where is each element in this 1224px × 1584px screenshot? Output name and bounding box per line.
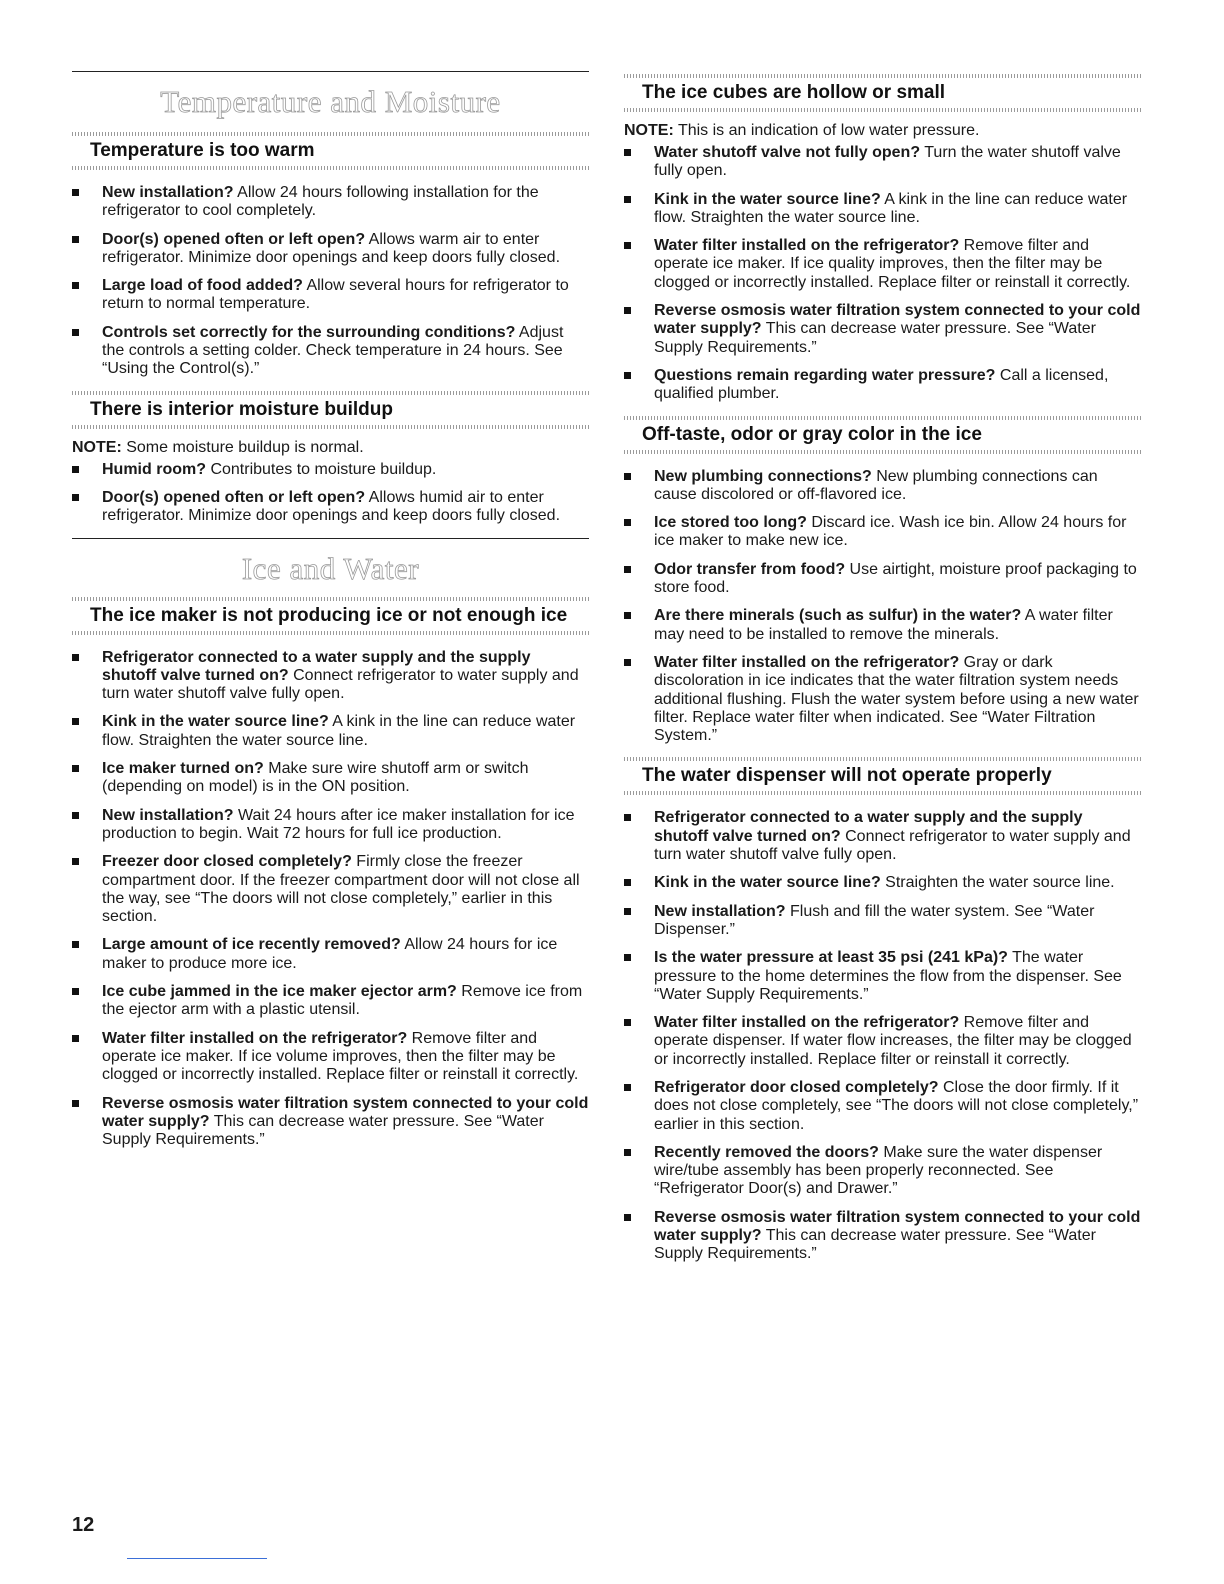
list-item xyxy=(72,853,589,926)
bullet-icon xyxy=(624,1019,631,1026)
item-question: Are there minerals (such as sulfur) in the water? xyxy=(654,607,1022,625)
item-question: Water filter installed on the refrigerator? xyxy=(654,1014,960,1032)
item-answer: Remove filter and operate dispenser. If water flow increases, the filter may be clogged or incorrectly installed. Replace filter or reinstall it correctly. xyxy=(654,1014,1132,1068)
bullet-icon xyxy=(72,718,79,725)
bullet-icon xyxy=(72,466,79,473)
item-question: Water filter installed on the refrigerator? xyxy=(654,653,960,671)
item-answer: This can decrease water pressure. See “Water Supply Requirements.” xyxy=(102,1112,544,1149)
item-question: Reverse osmosis water filtration system connected to your cold water supply? xyxy=(654,1208,1141,1245)
item-question: Ice maker turned on? xyxy=(102,760,264,778)
item-answer: New plumbing connections can cause discolored or off-flavored ice. xyxy=(654,467,1098,503)
item-question: Water filter installed on the refrigerator? xyxy=(654,237,960,255)
item-question: New installation? xyxy=(102,184,234,201)
footer-rule xyxy=(127,1558,267,1559)
item-answer: Flush and fill the water system. See “Water Dispenser.” xyxy=(654,902,1095,938)
note-label: NOTE: xyxy=(624,122,674,139)
bullet-icon xyxy=(72,282,79,289)
item-answer: Wait 24 hours after ice maker installation for ice production to begin. Wait 72 hours for full ice production. xyxy=(102,806,575,842)
right-column xyxy=(624,74,1141,1274)
bullet-icon xyxy=(624,879,631,886)
list-item xyxy=(624,514,1141,551)
item-answer: Allow several hours for refrigerator to return to normal temperature. xyxy=(102,277,569,313)
item-list xyxy=(72,461,589,526)
item-answer: Connect refrigerator to water supply and turn water shutoff valve fully open. xyxy=(654,827,1131,864)
list-item xyxy=(624,1079,1141,1134)
hatch-divider xyxy=(624,108,1141,112)
list-item xyxy=(72,231,589,268)
item-question: New plumbing connections? xyxy=(654,467,872,485)
list-item xyxy=(72,936,589,973)
list-item xyxy=(624,468,1141,505)
item-answer: Adjust the controls a setting colder. Check temperature in 24 hours. See “Using the Control(s).” xyxy=(102,323,564,378)
bullet-icon xyxy=(624,242,631,249)
item-answer: Contributes to moisture buildup. xyxy=(206,460,437,478)
list-item xyxy=(72,760,589,797)
item-answer: Allow 24 hours for ice maker to produce more ice. xyxy=(102,936,558,972)
section-temperature-moisture xyxy=(72,71,589,120)
note xyxy=(72,439,589,457)
list-item xyxy=(624,367,1141,404)
bullet-icon xyxy=(624,1149,631,1156)
subsection-title: The water dispenser will not operate properly xyxy=(642,765,1052,787)
item-answer: Remove filter and operate ice maker. If ice volume improves, then the filter may be clogged or incorrectly installed. Replace filter or reinstall it correctly. xyxy=(102,1029,579,1084)
item-answer: Use airtight, moisture proof packaging to store food. xyxy=(654,560,1137,597)
item-list xyxy=(624,144,1141,404)
list-item xyxy=(72,983,589,1020)
bullet-icon xyxy=(624,659,631,666)
list-item xyxy=(72,713,589,750)
bullet-icon xyxy=(72,988,79,995)
item-question: Is the water pressure at least 35 psi (241 kPa)? xyxy=(654,949,1008,967)
bullet-icon xyxy=(624,473,631,480)
item-question: Controls set correctly for the surrounding conditions? xyxy=(102,323,516,341)
item-question: Kink in the water source line? xyxy=(654,874,881,892)
left-column xyxy=(72,71,589,1159)
bullet-icon xyxy=(624,1084,631,1091)
item-answer: Connect refrigerator to water supply and turn water shutoff valve fully open. xyxy=(102,666,579,703)
note-label: NOTE: xyxy=(72,438,122,456)
item-answer: Turn the water shutoff valve fully open. xyxy=(654,144,1121,180)
list-item xyxy=(624,607,1141,644)
bullet-icon xyxy=(624,908,631,915)
item-answer: Make sure wire shutoff arm or switch (depending on model) is in the ON position. xyxy=(102,760,529,796)
list-item xyxy=(624,1144,1141,1199)
item-question: Questions remain regarding water pressure? xyxy=(654,366,996,384)
item-question: Water shutoff valve not fully open? xyxy=(654,144,921,161)
hatch-divider xyxy=(624,450,1141,454)
bullet-icon xyxy=(624,149,631,156)
bullet-icon xyxy=(72,236,79,243)
bullet-icon xyxy=(624,612,631,619)
item-question: Refrigerator connected to a water supply and the supply shutoff valve turned on? xyxy=(654,809,1083,845)
bullet-icon xyxy=(72,1100,79,1107)
list-item xyxy=(624,561,1141,598)
list-item xyxy=(72,277,589,314)
item-question: Reverse osmosis water filtration system connected to your cold water supply? xyxy=(654,302,1141,338)
bullet-icon xyxy=(72,858,79,865)
list-item xyxy=(624,949,1141,1004)
item-question: Odor transfer from food? xyxy=(654,560,846,578)
bullet-icon xyxy=(72,765,79,772)
list-item xyxy=(624,654,1141,745)
bullet-icon xyxy=(72,329,79,336)
hatch-divider xyxy=(624,791,1141,795)
item-question: Kink in the water source line? xyxy=(102,713,329,731)
item-answer: Firmly close the freezer compartment door. If the freezer compartment door will not close all the way, see “The doors will not close completely,” earlier in this section. xyxy=(102,853,580,926)
item-answer: Remove ice from the ejector arm with a plastic utensil. xyxy=(102,983,583,1019)
list-item xyxy=(624,1209,1141,1264)
subsection-title: The ice maker is not producing ice or not enough ice xyxy=(90,604,568,626)
bullet-icon xyxy=(72,941,79,948)
subsection-title: There is interior moisture buildup xyxy=(90,398,393,420)
subsection-title: Temperature is too warm xyxy=(90,140,315,161)
list-item xyxy=(624,144,1141,181)
bullet-icon xyxy=(624,566,631,573)
item-question: Reverse osmosis water filtration system connected to your cold water supply? xyxy=(102,1094,589,1130)
section-title: Ice and Water xyxy=(241,550,420,586)
subsection-title: Off-taste, odor or gray color in the ice xyxy=(642,423,982,445)
list-item xyxy=(624,1014,1141,1069)
item-question: Refrigerator connected to a water supply and the supply shutoff valve turned on? xyxy=(102,648,531,684)
item-list xyxy=(72,184,589,379)
list-item xyxy=(72,184,589,221)
item-question: Freezer door closed completely? xyxy=(102,853,352,871)
section-ice-water xyxy=(72,538,589,587)
item-answer: Remove filter and operate ice maker. If ice quality improves, then the filter may be clogged or incorrectly installed. Replace filter or reinstall it correctly. xyxy=(654,237,1131,291)
item-answer: This can decrease water pressure. See “Water Supply Requirements.” xyxy=(654,1227,1096,1263)
item-question: Kink in the water source line? xyxy=(654,190,881,208)
item-question: Humid room? xyxy=(102,460,206,478)
note xyxy=(624,122,1141,140)
item-question: Recently removed the doors? xyxy=(654,1143,879,1161)
bullet-icon xyxy=(624,307,631,314)
list-item xyxy=(72,1095,589,1150)
item-answer: This can decrease water pressure. See “Water Supply Requirements.” xyxy=(654,320,1096,356)
item-answer: Allows humid air to enter refrigerator. Minimize door openings and keep doors fully closed. xyxy=(102,488,561,525)
item-answer: Gray or dark discoloration in ice indicates that the water filtration system needs additional flushing. Flush the water system before using a new water filter. Replace water filter when indicated. See “Water Filtration System.” xyxy=(654,653,1139,745)
item-question: Refrigerator door closed completely? xyxy=(654,1078,939,1096)
item-answer: Allow 24 hours following installation for the refrigerator to cool completely. xyxy=(102,184,539,220)
item-list xyxy=(72,649,589,1150)
bullet-icon xyxy=(72,812,79,819)
list-item xyxy=(72,649,589,704)
item-question: New installation? xyxy=(102,806,234,824)
item-question: Door(s) opened often or left open? xyxy=(102,230,366,248)
item-answer: A water filter may need to be installed to remove the minerals. xyxy=(654,607,1113,643)
item-question: Ice cube jammed in the ice maker ejector arm? xyxy=(102,983,457,1001)
item-answer: Close the door firmly. If it does not close completely, see “The doors will not close completely,” earlier in this section. xyxy=(654,1078,1139,1133)
bullet-icon xyxy=(72,1035,79,1042)
item-answer: Make sure the water dispenser wire/tube assembly has been properly reconnected. See “Refrigerator Door(s) and Drawer.” xyxy=(654,1143,1103,1198)
list-item xyxy=(72,807,589,844)
bullet-icon xyxy=(72,494,79,501)
item-list xyxy=(624,809,1141,1263)
note-text: Some moisture buildup is normal. xyxy=(121,438,364,456)
bullet-icon xyxy=(624,519,631,526)
list-item xyxy=(624,302,1141,357)
list-item xyxy=(72,324,589,379)
bullet-icon xyxy=(624,954,631,961)
list-item xyxy=(72,489,589,526)
note-text: This is an indication of low water pressure. xyxy=(673,122,980,139)
hatch-divider xyxy=(72,425,589,429)
item-question: Large load of food added? xyxy=(102,277,303,295)
item-answer: Allows warm air to enter refrigerator. Minimize door openings and keep doors fully closed. xyxy=(102,230,561,266)
item-list xyxy=(624,468,1141,746)
list-item xyxy=(624,809,1141,864)
item-question: Door(s) opened often or left open? xyxy=(102,488,366,506)
list-item xyxy=(624,874,1141,892)
list-item xyxy=(72,461,589,479)
item-question: New installation? xyxy=(654,902,786,920)
item-answer: Straighten the water source line. xyxy=(880,874,1115,892)
bullet-icon xyxy=(624,1214,631,1221)
hatch-divider xyxy=(72,631,589,635)
item-question: Water filter installed on the refrigerator? xyxy=(102,1029,408,1047)
item-answer: Call a licensed, qualified plumber. xyxy=(654,366,1109,403)
bullet-icon xyxy=(72,654,79,661)
list-item xyxy=(624,237,1141,292)
item-question: Large amount of ice recently removed? xyxy=(102,936,401,954)
list-item xyxy=(72,1030,589,1085)
hatch-divider xyxy=(72,166,589,170)
subsection-title: The ice cubes are hollow or small xyxy=(642,82,946,103)
item-answer: A kink in the line can reduce water flow. Straighten the water source line. xyxy=(654,190,1128,226)
page-number: 12 xyxy=(72,1514,95,1536)
bullet-icon xyxy=(72,189,79,196)
bullet-icon xyxy=(624,814,631,821)
list-item xyxy=(624,903,1141,940)
item-answer: The water pressure to the home determines the flow from the dispenser. See “Water Supply Requirements.” xyxy=(654,949,1122,1003)
item-answer: A kink in the line can reduce water flow. Straighten the water source line. xyxy=(102,713,576,749)
bullet-icon xyxy=(624,196,631,203)
item-question: Ice stored too long? xyxy=(654,514,807,532)
item-answer: Discard ice. Wash ice bin. Allow 24 hours for ice maker to make new ice. xyxy=(654,514,1127,550)
list-item xyxy=(624,191,1141,228)
bullet-icon xyxy=(624,372,631,379)
section-title: Temperature and Moisture xyxy=(160,84,501,119)
